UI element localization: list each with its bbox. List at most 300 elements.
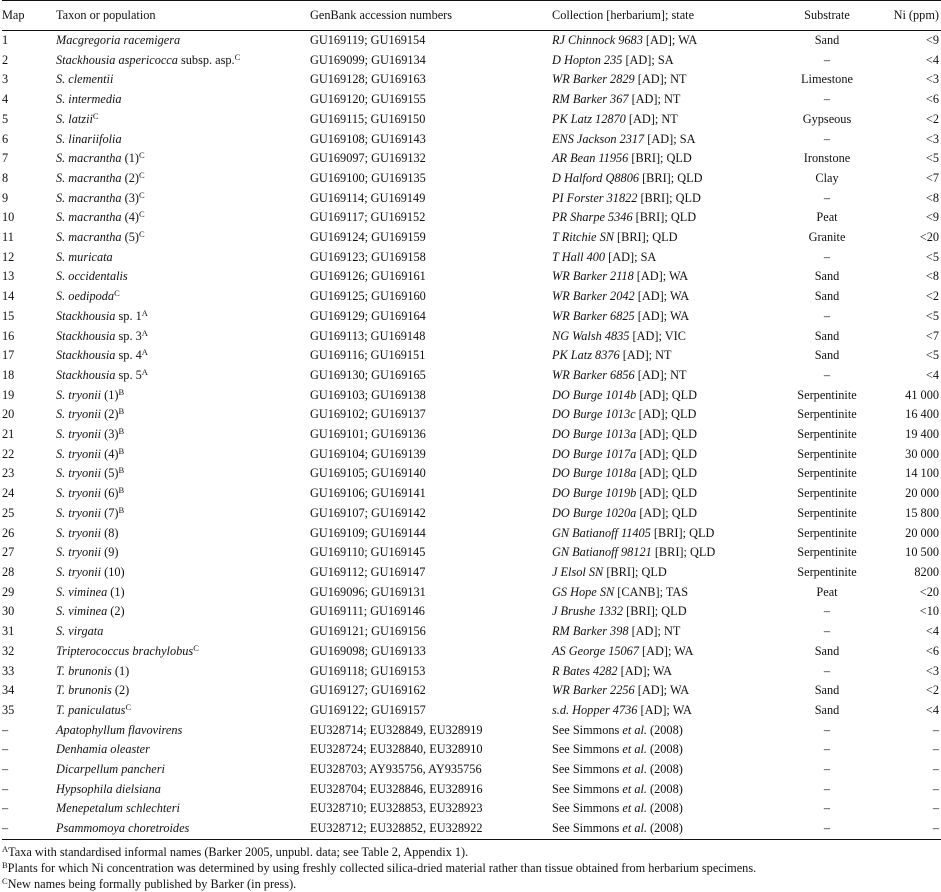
cell-substrate: – xyxy=(823,52,831,67)
taxon-name: Psammomoya choretroides xyxy=(56,821,190,836)
cell-ni: – xyxy=(932,742,939,757)
see-reference: See Simmons xyxy=(552,762,623,777)
cell-genbank: GU169119; GU169154 xyxy=(310,33,426,47)
cell-collection xyxy=(552,130,782,150)
collector: DO Burge 1017a xyxy=(552,446,637,461)
cell-substrate: – xyxy=(823,190,831,205)
collector: GN Batianoff 98121 xyxy=(552,545,652,560)
taxon-name: S. tryonii xyxy=(56,446,102,461)
collector: T Hall 400 xyxy=(552,249,606,264)
taxon-name: T. brunonis xyxy=(56,683,112,698)
see-reference: See Simmons xyxy=(552,821,623,836)
et-al: et al. xyxy=(622,722,647,737)
taxon-name: S. muricata xyxy=(56,249,113,264)
cell-genbank: GU169107; GU169142 xyxy=(310,505,426,520)
cell-map: 25 xyxy=(2,505,15,520)
taxon-population: (5) xyxy=(121,230,140,245)
herbarium-state: [AD]; QLD xyxy=(636,505,698,520)
table-body xyxy=(2,31,941,840)
cell-collection xyxy=(552,70,782,90)
cell-collection xyxy=(552,740,782,760)
cell-collection xyxy=(552,149,782,169)
collector: T Ritchie SN xyxy=(552,230,614,245)
cell-substrate: – xyxy=(823,367,831,382)
cell-map: 5 xyxy=(2,111,9,126)
cell-substrate: Serpentinite xyxy=(797,505,857,520)
cell-map: 22 xyxy=(2,446,15,461)
table-row xyxy=(2,681,941,701)
cell-genbank: GU169110; GU169145 xyxy=(310,545,426,560)
cell-substrate: Limestone xyxy=(801,72,853,87)
herbarium-state: [AD]; WA xyxy=(637,702,692,717)
table-row xyxy=(2,169,941,189)
herbarium-state: [AD]; SA xyxy=(644,131,696,146)
table-row xyxy=(2,228,941,248)
header-collection: Collection [herbarium]; state xyxy=(552,1,782,31)
cell-map: – xyxy=(2,742,9,757)
cell-collection xyxy=(552,405,782,425)
cell-ni: <2 xyxy=(925,683,939,698)
table-row xyxy=(2,189,941,209)
table-row xyxy=(2,740,941,760)
herbarium-state: [AD]; NT xyxy=(628,624,681,639)
cell-ni: <5 xyxy=(925,308,939,323)
footnote-marker: B xyxy=(118,485,125,496)
cell-collection xyxy=(552,464,782,484)
table-row xyxy=(2,208,941,228)
taxon-name: S. macrantha xyxy=(56,170,122,185)
cell-substrate: Sand xyxy=(814,269,840,284)
cell-collection xyxy=(552,504,782,524)
cell-collection xyxy=(552,90,782,110)
taxon-name: S. latzii xyxy=(56,111,93,126)
taxon-name: Tripterococcus brachylobus xyxy=(56,643,194,658)
taxon-name: Stackhousia aspericocca xyxy=(56,52,178,67)
table-row xyxy=(2,425,941,445)
cell-genbank: EU328724; EU328840, EU328910 xyxy=(310,742,483,757)
cell-taxon xyxy=(56,602,310,622)
cell-substrate: – xyxy=(823,722,831,737)
cell-taxon xyxy=(56,642,310,662)
cell-genbank: GU169098; GU169133 xyxy=(310,643,426,658)
cell-ni: <5 xyxy=(925,151,939,166)
cell-map: 7 xyxy=(2,151,9,166)
cell-map: 27 xyxy=(2,545,15,560)
cell-ni: <2 xyxy=(925,289,939,304)
herbarium-state: [AD]; NT xyxy=(634,367,687,382)
footnote-marker: B xyxy=(118,504,125,515)
cell-genbank: GU169099; GU169134 xyxy=(310,52,426,67)
table-row xyxy=(2,524,941,544)
cell-map: 21 xyxy=(2,427,15,442)
cell-genbank: GU169105; GU169140 xyxy=(310,466,426,481)
collector: PK Latz 12870 xyxy=(552,111,626,126)
cell-ni: 14 100 xyxy=(905,466,939,481)
cell-collection xyxy=(552,366,782,386)
cell-substrate: Sand xyxy=(814,643,840,658)
cell-map: 20 xyxy=(2,407,15,422)
table-row xyxy=(2,819,941,839)
footnote-marker: C xyxy=(125,701,132,712)
see-reference: See Simmons xyxy=(552,781,623,796)
taxon-population: sp. 4 xyxy=(115,348,142,363)
cell-collection xyxy=(552,208,782,228)
table-row xyxy=(2,31,941,51)
taxon-population: (1) xyxy=(121,151,140,166)
cell-map: 1 xyxy=(2,33,9,47)
cell-collection xyxy=(552,189,782,209)
et-al: et al. xyxy=(622,742,647,757)
footnotes xyxy=(2,844,941,892)
footnote xyxy=(2,876,941,892)
footnote-marker: C xyxy=(92,110,99,121)
cell-substrate: – xyxy=(823,742,831,757)
table-row xyxy=(2,662,941,682)
cell-taxon xyxy=(56,484,310,504)
cell-ni: <8 xyxy=(925,269,939,284)
cell-genbank: GU169109; GU169144 xyxy=(310,525,426,540)
cell-map: 17 xyxy=(2,348,15,363)
table-row xyxy=(2,583,941,603)
cell-collection xyxy=(552,484,782,504)
cell-collection xyxy=(552,563,782,583)
cell-taxon xyxy=(56,721,310,741)
cell-taxon xyxy=(56,130,310,150)
cell-taxon xyxy=(56,701,310,721)
cell-taxon xyxy=(56,31,310,51)
cell-collection xyxy=(552,721,782,741)
cell-substrate: Serpentinite xyxy=(797,486,857,501)
herbarium-state: [AD]; WA xyxy=(617,663,672,678)
cell-taxon xyxy=(56,760,310,780)
footnote-marker: C xyxy=(139,169,145,180)
taxon-name: T. brunonis xyxy=(56,663,112,678)
cell-collection xyxy=(552,799,782,819)
cell-substrate: – xyxy=(823,92,831,107)
cell-substrate: – xyxy=(823,781,831,796)
cell-map: 26 xyxy=(2,525,15,540)
cell-taxon xyxy=(56,504,310,524)
collector: WR Barker 2042 xyxy=(552,289,635,304)
taxon-population: (1) xyxy=(101,387,119,402)
cell-substrate: Granite xyxy=(808,230,846,245)
collector: RM Barker 367 xyxy=(552,92,629,107)
taxon-name: S. oedipoda xyxy=(56,289,115,304)
cell-map: 6 xyxy=(2,131,9,146)
cell-substrate: Serpentinite xyxy=(797,427,857,442)
cell-genbank: GU169108; GU169143 xyxy=(310,131,426,146)
herbarium-state: [AD]; WA xyxy=(642,33,698,47)
cell-genbank: GU169118; GU169153 xyxy=(310,663,426,678)
cell-collection xyxy=(552,642,782,662)
cell-substrate: Sand xyxy=(814,683,840,698)
table-row xyxy=(2,563,941,583)
collector: ENS Jackson 2317 xyxy=(552,131,645,146)
cell-substrate: – xyxy=(823,663,831,678)
cell-collection xyxy=(552,701,782,721)
cell-genbank: GU169106; GU169141 xyxy=(310,486,426,501)
taxon-name: Stackhousia xyxy=(56,308,116,323)
cell-ni: <2 xyxy=(925,111,939,126)
cell-map: 30 xyxy=(2,604,15,619)
cell-map: 13 xyxy=(2,269,15,284)
footnote-marker: C xyxy=(139,229,145,240)
herbarium-state: [AD]; NT xyxy=(625,111,678,126)
taxon-population: (2) xyxy=(101,407,119,422)
table-row xyxy=(2,504,941,524)
collector: PI Forster 31822 xyxy=(552,190,638,205)
cell-ni: <5 xyxy=(925,348,939,363)
cell-genbank: GU169116; GU169151 xyxy=(310,348,426,363)
cell-collection xyxy=(552,267,782,287)
table-row xyxy=(2,366,941,386)
cell-map: 34 xyxy=(2,683,15,698)
herbarium-state: [AD]; SA xyxy=(605,249,657,264)
cell-collection xyxy=(552,681,782,701)
cell-genbank: GU169128; GU169163 xyxy=(310,72,426,87)
cell-genbank: GU169115; GU169150 xyxy=(310,111,426,126)
cell-ni: 30 000 xyxy=(905,446,939,461)
herbarium-state: [AD]; QLD xyxy=(636,427,698,442)
cell-substrate: – xyxy=(823,249,831,264)
footnote-mark: C xyxy=(2,875,8,886)
cell-taxon xyxy=(56,740,310,760)
footnote-marker: B xyxy=(118,426,125,437)
cell-ni: 15 800 xyxy=(905,505,939,520)
cell-map: 23 xyxy=(2,466,15,481)
taxon-name: Macgregoria racemigera xyxy=(56,33,181,47)
herbarium-state: [BRI]; QLD xyxy=(628,151,692,166)
cell-genbank: EU328703; AY935756, AY935756 xyxy=(310,762,482,777)
taxon-population: (5) xyxy=(101,466,119,481)
herbarium-state: [AD]; WA xyxy=(634,289,690,304)
cell-ni: <3 xyxy=(925,131,939,146)
collector: R Bates 4282 xyxy=(552,663,618,678)
cell-substrate: – xyxy=(823,762,831,777)
cell-taxon xyxy=(56,662,310,682)
cell-substrate: – xyxy=(823,604,831,619)
taxon-population: subsp. asp. xyxy=(177,52,235,67)
taxon-name: Stackhousia xyxy=(56,348,116,363)
table-row xyxy=(2,464,941,484)
footnote-marker: B xyxy=(118,465,125,476)
taxon-name: S. macrantha xyxy=(56,210,122,225)
collector: DO Burge 1013a xyxy=(552,427,637,442)
cell-genbank: GU169100; GU169135 xyxy=(310,170,426,185)
cell-ni: <7 xyxy=(925,328,939,343)
herbarium-state: [BRI]; QLD xyxy=(637,190,701,205)
header-genbank: GenBank accession numbers xyxy=(310,1,552,31)
cell-ni: – xyxy=(932,801,939,816)
taxon-population: (8) xyxy=(101,525,119,540)
cell-genbank: GU169112; GU169147 xyxy=(310,564,426,579)
cell-genbank: EU328704; EU328846, EU328916 xyxy=(310,781,483,796)
et-al: et al. xyxy=(622,821,647,836)
cell-taxon xyxy=(56,583,310,603)
cell-genbank: GU169113; GU169148 xyxy=(310,328,426,343)
taxon-population: (9) xyxy=(101,545,119,560)
cell-map: 28 xyxy=(2,564,15,579)
cell-map: 9 xyxy=(2,190,9,205)
cell-map: – xyxy=(2,819,56,839)
taxon-name: S. tryonii xyxy=(56,525,102,540)
table-row xyxy=(2,701,941,721)
footnote-mark: A xyxy=(2,843,9,854)
collector: DO Burge 1018a xyxy=(552,466,637,481)
cell-genbank: GU169124; GU169159 xyxy=(310,230,426,245)
herbarium-state: [AD]; NT xyxy=(619,348,672,363)
table-row xyxy=(2,799,941,819)
cell-ni: <4 xyxy=(925,702,939,717)
cell-taxon xyxy=(56,622,310,642)
cell-ni: <5 xyxy=(925,249,939,264)
cell-collection xyxy=(552,31,782,51)
cell-ni: 41 000 xyxy=(905,387,939,402)
cell-taxon xyxy=(56,51,310,71)
cell-ni: <4 xyxy=(925,52,939,67)
footnote-marker: C xyxy=(139,189,145,200)
cell-taxon xyxy=(56,110,310,130)
taxon-population: (1) xyxy=(111,663,130,678)
cell-map: 16 xyxy=(2,328,15,343)
cell-ni: <9 xyxy=(925,33,939,47)
footnote-marker: A xyxy=(141,327,148,338)
taxon-population: (7) xyxy=(101,505,119,520)
table-row xyxy=(2,386,941,406)
cell-map: 12 xyxy=(2,249,15,264)
collector: s.d. Hopper 4736 xyxy=(552,702,638,717)
reference-year: (2008) xyxy=(646,742,683,757)
cell-taxon xyxy=(56,248,310,268)
et-al: et al. xyxy=(622,801,647,816)
taxon-name: Menepetalum schlechteri xyxy=(56,801,180,816)
cell-substrate: – xyxy=(823,801,831,816)
collector: DO Burge 1013c xyxy=(552,407,636,422)
taxon-name: S. tryonii xyxy=(56,427,102,442)
herbarium-state: [BRI]; QLD xyxy=(632,210,697,225)
cell-collection xyxy=(552,524,782,544)
cell-map: 29 xyxy=(2,584,15,599)
collector: D Halford Q8806 xyxy=(552,170,639,185)
table-row xyxy=(2,327,941,347)
herbarium-state: [AD]; QLD xyxy=(636,446,698,461)
cell-collection xyxy=(552,287,782,307)
taxon-population: (3) xyxy=(121,190,140,205)
cell-ni: <3 xyxy=(925,663,939,678)
taxon-population: (4) xyxy=(101,446,119,461)
cell-genbank: GU169125; GU169160 xyxy=(310,289,426,304)
cell-substrate: Peat xyxy=(816,210,838,225)
table-row xyxy=(2,287,941,307)
table-row xyxy=(2,602,941,622)
collector: D Hopton 235 xyxy=(552,52,623,67)
taxon-name: Dicarpellum pancheri xyxy=(56,762,165,777)
table-row xyxy=(2,622,941,642)
footnote-marker: A xyxy=(141,347,148,358)
herbarium-state: [BRI]; QLD xyxy=(623,604,687,619)
collector: GS Hope SN xyxy=(552,584,615,599)
cell-substrate: Sand xyxy=(814,33,840,47)
herbarium-state: [AD]; WA xyxy=(633,269,689,284)
collector: WR Barker 6856 xyxy=(552,367,635,382)
cell-genbank: GU169129; GU169164 xyxy=(310,308,426,323)
cell-collection xyxy=(552,583,782,603)
collector: DO Burge 1014b xyxy=(552,387,637,402)
cell-taxon xyxy=(56,799,310,819)
reference-year: (2008) xyxy=(646,801,683,816)
cell-genbank: GU169103; GU169138 xyxy=(310,387,426,402)
cell-taxon xyxy=(56,228,310,248)
taxon-name: S. macrantha xyxy=(56,190,122,205)
footnote-marker: A xyxy=(141,366,148,377)
cell-taxon xyxy=(56,267,310,287)
table-row xyxy=(2,149,941,169)
see-reference: See Simmons xyxy=(552,742,623,757)
taxon-population: (4) xyxy=(121,210,140,225)
cell-genbank: GU169127; GU169162 xyxy=(310,683,426,698)
cell-genbank: GU169126; GU169161 xyxy=(310,269,426,284)
cell-taxon xyxy=(56,208,310,228)
cell-taxon xyxy=(56,149,310,169)
cell-taxon xyxy=(56,780,310,800)
footnote-marker: B xyxy=(118,386,125,397)
cell-substrate: Serpentinite xyxy=(797,545,857,560)
cell-collection xyxy=(552,51,782,71)
collector: WR Barker 2829 xyxy=(552,72,635,87)
taxon-name: S. tryonii xyxy=(56,545,102,560)
table-row xyxy=(2,642,941,662)
taxon-name: S. intermedia xyxy=(56,92,122,107)
cell-genbank: GU169102; GU169137 xyxy=(310,407,426,422)
cell-substrate: – xyxy=(823,131,831,146)
cell-substrate: – xyxy=(823,308,831,323)
footnote-marker: C xyxy=(139,150,145,161)
collector: NG Walsh 4835 xyxy=(552,328,630,343)
cell-map: – xyxy=(2,722,9,737)
herbarium-state: [AD]; WA xyxy=(634,308,690,323)
collector: WR Barker 2256 xyxy=(552,683,635,698)
footnote-marker: B xyxy=(118,445,125,456)
cell-map: 3 xyxy=(2,72,9,87)
cell-ni: <4 xyxy=(925,624,939,639)
herbarium-state: [AD]; NT xyxy=(634,72,687,87)
cell-map: – xyxy=(2,781,9,796)
herbarium-state: [AD]; NT xyxy=(628,92,681,107)
collector: AS George 15067 xyxy=(552,643,639,658)
taxon-name: S. macrantha xyxy=(56,151,122,166)
header-substrate: Substrate xyxy=(782,1,872,31)
herbarium-state: [AD]; WA xyxy=(638,643,694,658)
taxon-population: (2) xyxy=(111,683,130,698)
herbarium-state: [AD]; QLD xyxy=(636,486,698,501)
herbarium-state: [AD]; QLD xyxy=(635,407,697,422)
cell-map: 19 xyxy=(2,387,15,402)
taxon-name: S. viminea xyxy=(56,584,108,599)
cell-taxon xyxy=(56,405,310,425)
cell-collection xyxy=(552,760,782,780)
table-row xyxy=(2,70,941,90)
collector: DO Burge 1019b xyxy=(552,486,637,501)
cell-genbank: EU328714; EU328849, EU328919 xyxy=(310,722,483,737)
cell-substrate: Peat xyxy=(816,584,838,599)
herbarium-state: [BRI]; QLD xyxy=(651,545,716,560)
taxon-population: (2) xyxy=(107,604,125,619)
footnote-marker: C xyxy=(139,209,145,220)
taxon-population: (6) xyxy=(101,486,119,501)
footnote-marker: C xyxy=(234,51,241,62)
herbarium-state: [BRI]; QLD xyxy=(603,564,667,579)
cell-taxon xyxy=(56,819,310,839)
